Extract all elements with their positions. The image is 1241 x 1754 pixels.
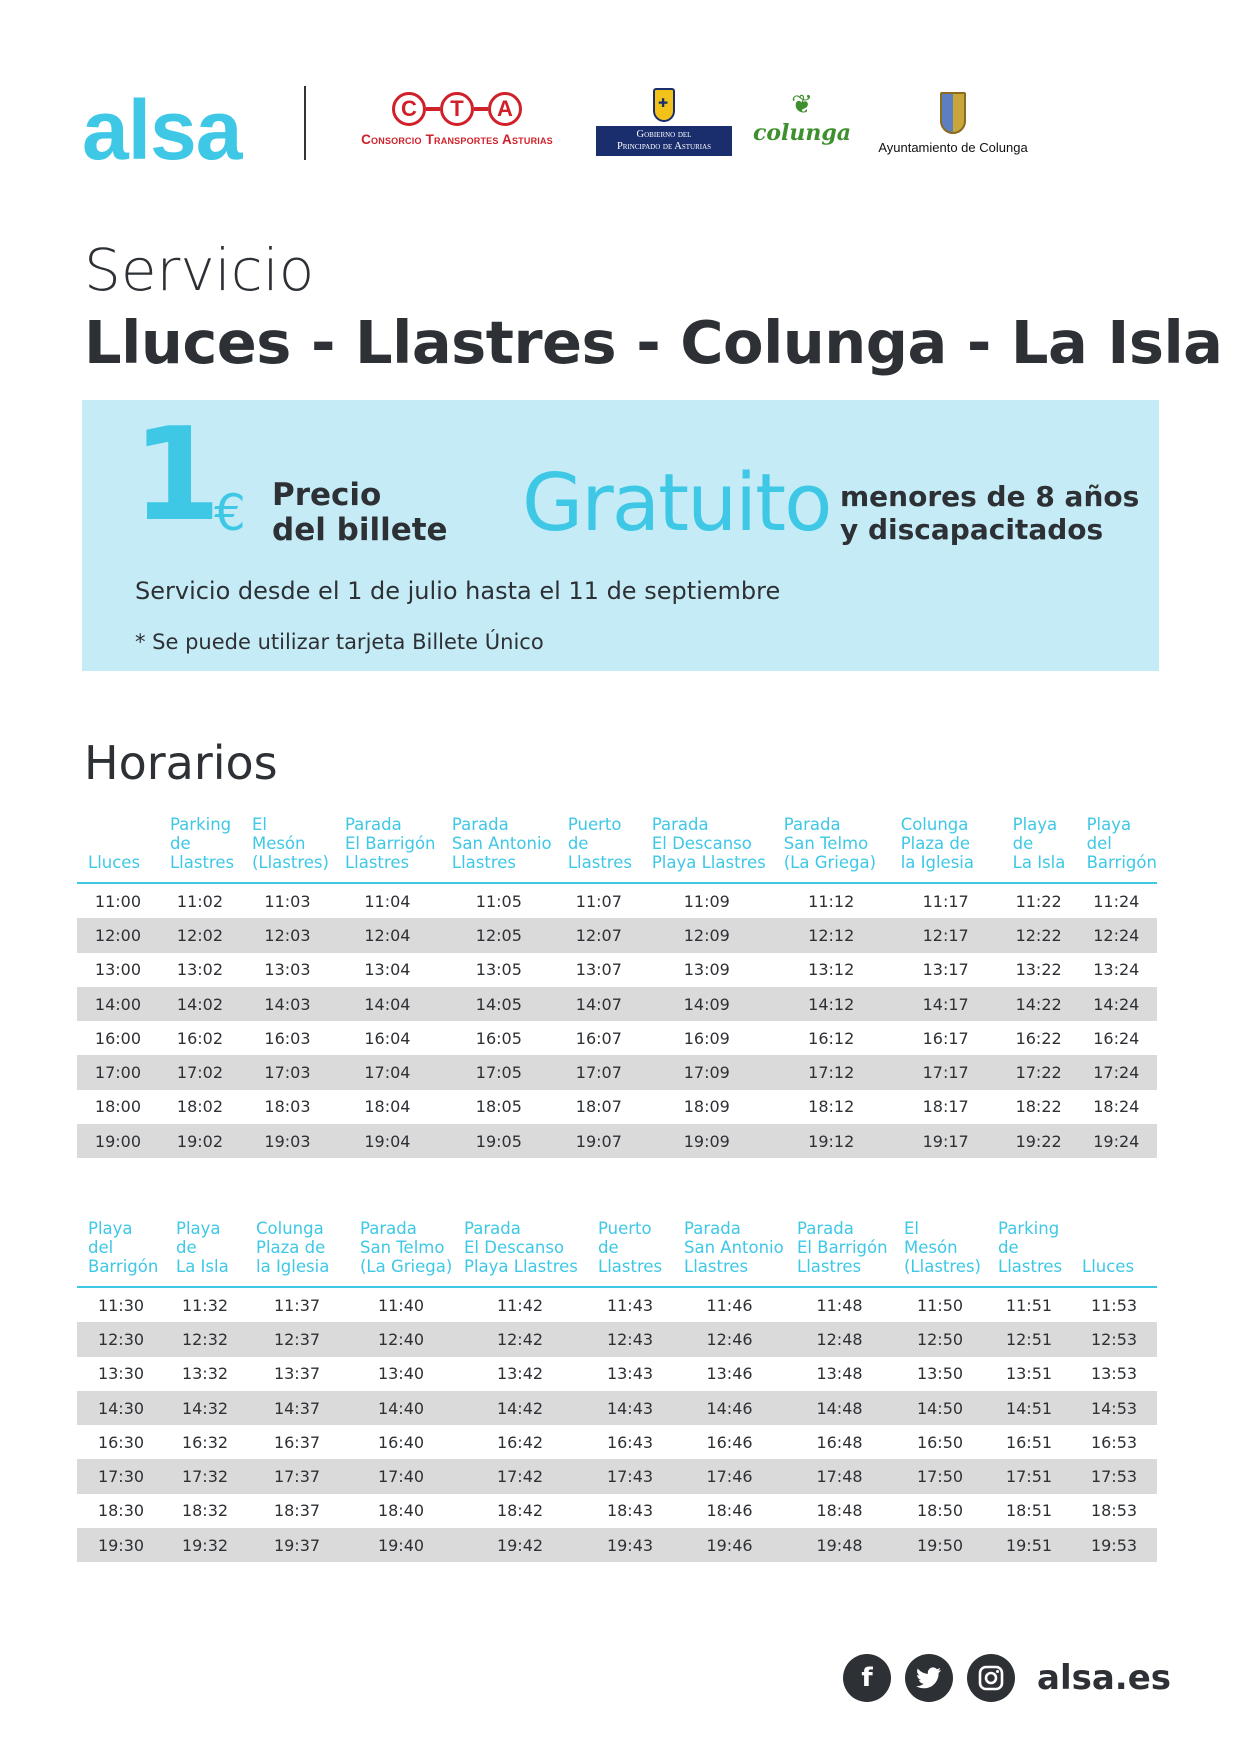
column-header: Colunga Plaza de la Iglesia [245, 1219, 349, 1287]
time-cell: 18:51 [1005, 1501, 1053, 1521]
column-header: Playa de La Isla [165, 1219, 245, 1287]
time-cell: 18:40 [377, 1501, 425, 1521]
column-header: Parada El Barrigón Llastres [786, 1219, 893, 1287]
column-header: Lluces [77, 815, 159, 883]
time-cell: 19:32 [165, 1528, 245, 1562]
table-row [77, 1357, 1157, 1391]
time-cell: 11:46 [706, 1295, 753, 1315]
time-cell: 17:32 [165, 1459, 245, 1493]
time-cell: 13:22 [1015, 960, 1062, 980]
time-cell: 12:40 [349, 1322, 453, 1356]
time-cell: 11:53 [1090, 1295, 1138, 1315]
time-cell: 14:30 [77, 1391, 165, 1425]
time-cell: 19:05 [441, 1124, 557, 1158]
colunga-logo [752, 92, 852, 146]
table-row [77, 953, 1157, 987]
time-cell: 11:04 [364, 891, 411, 911]
time-cell: 11:30 [97, 1295, 145, 1315]
time-cell: 13:24 [1093, 960, 1140, 980]
time-cell: 11:05 [475, 891, 522, 911]
return-schedule-table [77, 1219, 1157, 1562]
time-cell: 16:04 [364, 1028, 411, 1048]
time-cell: 14:43 [587, 1391, 673, 1425]
time-cell: 17:03 [241, 1055, 334, 1089]
time-cell: 13:07 [575, 960, 622, 980]
time-cell: 16:07 [575, 1028, 622, 1048]
time-cell: 14:00 [77, 987, 159, 1021]
time-cell: 14:17 [890, 987, 1002, 1021]
time-cell: 18:02 [176, 1097, 224, 1117]
time-cell: 18:05 [475, 1097, 522, 1117]
time-cell: 17:50 [893, 1459, 987, 1493]
time-cell: 17:12 [773, 1055, 890, 1089]
time-cell: 19:53 [1071, 1528, 1157, 1562]
time-cell: 13:30 [97, 1364, 145, 1384]
time-cell: 11:12 [808, 891, 855, 911]
time-cell: 17:40 [349, 1459, 453, 1493]
time-cell: 19:48 [786, 1528, 893, 1562]
time-cell: 16:24 [1093, 1028, 1140, 1048]
time-cell: 18:07 [575, 1097, 622, 1117]
colunga-shield-icon [940, 92, 966, 134]
table-row [77, 1090, 1157, 1124]
time-cell: 18:17 [922, 1097, 969, 1117]
time-cell: 11:43 [606, 1295, 654, 1315]
column-header: Parada San Telmo (La Griega) [773, 815, 890, 883]
table-row [77, 1459, 1157, 1493]
time-cell: 16:42 [496, 1432, 544, 1452]
service-dates: Servicio desde el 1 de julio hasta el 11 de septiembre [135, 577, 781, 605]
time-cell: 18:00 [94, 1097, 142, 1117]
column-header: Parada San Antonio Llastres [673, 1219, 786, 1287]
time-cell: 14:53 [1071, 1391, 1157, 1425]
time-cell: 13:50 [916, 1364, 964, 1384]
column-header: Playa del Barrigón [77, 1219, 165, 1287]
time-cell: 19:09 [641, 1124, 773, 1158]
time-cell: 19:50 [893, 1528, 987, 1562]
table-row [77, 1021, 1157, 1055]
free-desc-line1: menores de 8 años [840, 480, 1140, 513]
cta-letter-t: T [440, 92, 474, 126]
time-cell: 16:12 [808, 1028, 855, 1048]
time-cell: 11:40 [377, 1295, 425, 1315]
cta-logo [328, 92, 586, 147]
time-cell: 19:12 [773, 1124, 890, 1158]
time-cell: 17:53 [1071, 1459, 1157, 1493]
column-header: Parada San Telmo (La Griega) [349, 1219, 453, 1287]
website-link[interactable]: alsa.es [1037, 1658, 1171, 1698]
table-row [77, 1494, 1157, 1528]
time-cell: 13:17 [922, 960, 969, 980]
time-cell: 11:48 [816, 1295, 863, 1315]
table-row [77, 1391, 1157, 1425]
time-cell: 19:24 [1076, 1124, 1157, 1158]
time-cell: 13:05 [475, 960, 522, 980]
time-cell: 17:30 [77, 1459, 165, 1493]
time-cell: 16:40 [377, 1432, 425, 1452]
time-cell: 14:09 [641, 987, 773, 1021]
time-cell: 12:22 [1002, 918, 1076, 952]
time-cell: 11:51 [1005, 1295, 1053, 1315]
time-cell: 12:17 [890, 918, 1002, 952]
time-cell: 16:02 [176, 1028, 224, 1048]
time-cell: 11:50 [916, 1295, 964, 1315]
time-cell: 17:17 [890, 1055, 1002, 1089]
price-label [272, 478, 448, 548]
time-cell: 13:04 [364, 960, 411, 980]
time-cell: 14:50 [893, 1391, 987, 1425]
cta-name: Consorcio Transportes Asturias [361, 132, 553, 147]
time-cell: 17:02 [159, 1055, 241, 1089]
time-cell: 16:00 [94, 1028, 142, 1048]
column-header: Parada San Antonio Llastres [441, 815, 557, 883]
table-header-row [77, 815, 1157, 883]
time-cell: 12:04 [334, 918, 441, 952]
time-cell: 12:37 [245, 1322, 349, 1356]
time-cell: 16:43 [606, 1432, 654, 1452]
time-cell: 12:32 [165, 1322, 245, 1356]
time-cell: 12:48 [786, 1322, 893, 1356]
time-cell: 17:46 [673, 1459, 786, 1493]
time-cell: 18:46 [706, 1501, 753, 1521]
table-row [77, 1322, 1157, 1356]
time-cell: 18:24 [1093, 1097, 1140, 1117]
time-cell: 18:37 [273, 1501, 321, 1521]
column-header: El Mesón (Llastres) [893, 1219, 987, 1287]
time-cell: 16:32 [181, 1432, 229, 1452]
time-cell: 17:22 [1002, 1055, 1076, 1089]
time-cell: 19:00 [77, 1124, 159, 1158]
free-label: Gratuito [522, 457, 831, 549]
time-cell: 17:09 [641, 1055, 773, 1089]
column-header: Parking de Llastres [159, 815, 241, 883]
time-cell: 19:07 [557, 1124, 641, 1158]
time-cell: 16:03 [264, 1028, 311, 1048]
time-cell: 14:51 [987, 1391, 1071, 1425]
time-cell: 18:50 [916, 1501, 964, 1521]
cta-letter-c: C [392, 92, 426, 126]
time-cell: 13:32 [181, 1364, 229, 1384]
gov-name-line2: Principado de Asturias [616, 141, 712, 152]
time-cell: 18:03 [264, 1097, 311, 1117]
time-cell: 19:42 [453, 1528, 587, 1562]
horarios-heading: Horarios [84, 736, 278, 790]
time-cell: 13:48 [816, 1364, 863, 1384]
table-row [77, 883, 1157, 918]
time-cell: 16:30 [97, 1432, 145, 1452]
table-row [77, 1124, 1157, 1158]
time-cell: 12:05 [441, 918, 557, 952]
price-label-line2: del billete [272, 512, 448, 548]
table-row [77, 1055, 1157, 1089]
gobierno-asturias-logo [596, 88, 732, 156]
time-cell: 11:32 [181, 1295, 229, 1315]
time-cell: 19:03 [241, 1124, 334, 1158]
table-row [77, 1425, 1157, 1459]
colunga-leaf-icon: ❦ [791, 90, 813, 120]
time-cell: 13:00 [94, 960, 142, 980]
time-cell: 11:07 [575, 891, 622, 911]
time-cell: 16:05 [475, 1028, 522, 1048]
column-header: Puerto de Llastres [557, 815, 641, 883]
time-cell: 17:24 [1076, 1055, 1157, 1089]
column-header: Parada El Descanso Playa Llastres [453, 1219, 587, 1287]
table-row [77, 918, 1157, 952]
logo-divider [304, 86, 306, 160]
column-header: Playa del Barrigón [1076, 815, 1157, 883]
time-cell: 18:22 [1015, 1097, 1062, 1117]
twitter-icon[interactable] [905, 1654, 953, 1702]
time-cell: 18:48 [816, 1501, 863, 1521]
gov-name-line1: Gobierno del [636, 129, 692, 140]
table-header-row [77, 1219, 1157, 1287]
time-cell: 18:42 [496, 1501, 544, 1521]
column-header: Playa de La Isla [1002, 815, 1076, 883]
column-header: Parking de Llastres [987, 1219, 1071, 1287]
time-cell: 11:42 [496, 1295, 544, 1315]
time-cell: 13:40 [377, 1364, 425, 1384]
column-header: El Mesón (Llastres) [241, 815, 334, 883]
time-cell: 16:37 [273, 1432, 321, 1452]
time-cell: 19:43 [587, 1528, 673, 1562]
time-cell: 19:40 [349, 1528, 453, 1562]
time-cell: 13:42 [496, 1364, 544, 1384]
time-cell: 18:12 [808, 1097, 855, 1117]
time-cell: 17:42 [453, 1459, 587, 1493]
table-row [77, 1287, 1157, 1322]
time-cell: 14:03 [241, 987, 334, 1021]
time-cell: 16:22 [1015, 1028, 1062, 1048]
time-cell: 19:22 [1002, 1124, 1076, 1158]
time-cell: 11:00 [94, 891, 142, 911]
title-servicio: Servicio [84, 236, 315, 304]
table-row [77, 987, 1157, 1021]
card-note: * Se puede utilizar tarjeta Billete Único [135, 630, 544, 654]
time-cell: 12:46 [673, 1322, 786, 1356]
column-header: Lluces [1071, 1219, 1157, 1287]
time-cell: 16:17 [922, 1028, 969, 1048]
time-cell: 19:17 [890, 1124, 1002, 1158]
cta-letter-a: A [488, 92, 522, 126]
time-cell: 14:22 [1002, 987, 1076, 1021]
time-cell: 19:30 [77, 1528, 165, 1562]
price-amount: 1 [132, 401, 218, 550]
ayuntamiento-name: Ayuntamiento de Colunga [878, 140, 1028, 155]
time-cell: 12:42 [453, 1322, 587, 1356]
time-cell: 14:05 [441, 987, 557, 1021]
time-cell: 18:04 [364, 1097, 411, 1117]
time-cell: 18:30 [97, 1501, 145, 1521]
time-cell: 14:24 [1076, 987, 1157, 1021]
time-cell: 16:53 [1090, 1432, 1138, 1452]
time-cell: 12:24 [1076, 918, 1157, 952]
time-cell: 18:53 [1090, 1501, 1138, 1521]
price-label-line1: Precio [272, 477, 382, 513]
time-cell: 17:51 [987, 1459, 1071, 1493]
time-cell: 12:02 [159, 918, 241, 952]
time-cell: 12:07 [557, 918, 641, 952]
price-currency: € [214, 484, 246, 542]
time-cell: 11:02 [176, 891, 224, 911]
time-cell: 12:00 [77, 918, 159, 952]
time-cell: 13:46 [706, 1364, 753, 1384]
time-cell: 11:09 [683, 891, 730, 911]
time-cell: 16:48 [816, 1432, 863, 1452]
time-cell: 13:37 [273, 1364, 321, 1384]
time-cell: 11:37 [273, 1295, 321, 1315]
time-cell: 16:09 [683, 1028, 730, 1048]
time-cell: 19:02 [159, 1124, 241, 1158]
time-cell: 12:12 [773, 918, 890, 952]
footer-social [843, 1654, 1171, 1702]
time-cell: 12:30 [77, 1322, 165, 1356]
instagram-icon[interactable] [967, 1654, 1015, 1702]
time-cell: 14:40 [349, 1391, 453, 1425]
time-cell: 18:09 [683, 1097, 730, 1117]
time-cell: 11:22 [1015, 891, 1062, 911]
time-cell: 12:53 [1071, 1322, 1157, 1356]
column-header: Parada El Descanso Playa Llastres [641, 815, 773, 883]
time-cell: 17:07 [557, 1055, 641, 1089]
route-title: Lluces - Llastres - Colunga - La Isla [84, 308, 1223, 377]
time-cell: 18:43 [606, 1501, 654, 1521]
time-cell: 14:37 [245, 1391, 349, 1425]
table-row [77, 1528, 1157, 1562]
time-cell: 17:43 [587, 1459, 673, 1493]
time-cell: 14:12 [773, 987, 890, 1021]
time-cell: 14:02 [159, 987, 241, 1021]
time-cell: 12:09 [641, 918, 773, 952]
time-cell: 13:51 [1005, 1364, 1053, 1384]
time-cell: 12:03 [241, 918, 334, 952]
alsa-logo: alsa [82, 83, 242, 177]
time-cell: 14:42 [453, 1391, 587, 1425]
free-description [840, 480, 1139, 546]
time-cell: 17:37 [245, 1459, 349, 1493]
column-header: Parada El Barrigón Llastres [334, 815, 441, 883]
time-cell: 14:32 [165, 1391, 245, 1425]
ayuntamiento-logo [868, 92, 1038, 155]
time-cell: 16:46 [706, 1432, 753, 1452]
time-cell: 16:50 [916, 1432, 964, 1452]
time-cell: 18:32 [181, 1501, 229, 1521]
time-cell: 19:37 [245, 1528, 349, 1562]
column-header: Puerto de Llastres [587, 1219, 673, 1287]
colunga-logo-text: colunga [752, 120, 852, 146]
time-cell: 19:04 [334, 1124, 441, 1158]
time-cell: 17:48 [786, 1459, 893, 1493]
time-cell: 14:48 [786, 1391, 893, 1425]
time-cell: 19:51 [987, 1528, 1071, 1562]
time-cell: 14:46 [673, 1391, 786, 1425]
time-cell: 11:17 [922, 891, 969, 911]
time-cell: 11:24 [1093, 891, 1140, 911]
time-cell: 17:00 [77, 1055, 159, 1089]
time-cell: 19:46 [673, 1528, 786, 1562]
time-cell: 12:50 [893, 1322, 987, 1356]
column-header: Colunga Plaza de la Iglesia [890, 815, 1002, 883]
time-cell: 17:04 [334, 1055, 441, 1089]
outbound-schedule-table [77, 815, 1157, 1158]
time-cell: 12:51 [987, 1322, 1071, 1356]
time-cell: 14:04 [334, 987, 441, 1021]
asturias-shield-icon [653, 88, 675, 122]
time-cell: 13:09 [683, 960, 730, 980]
time-cell: 14:07 [557, 987, 641, 1021]
time-cell: 13:03 [264, 960, 311, 980]
time-cell: 13:53 [1090, 1364, 1138, 1384]
free-desc-line2: y discapacitados [840, 513, 1104, 546]
time-cell: 13:12 [808, 960, 855, 980]
time-cell: 17:05 [441, 1055, 557, 1089]
time-cell: 13:02 [176, 960, 224, 980]
time-cell: 16:51 [1005, 1432, 1053, 1452]
time-cell: 12:43 [587, 1322, 673, 1356]
facebook-icon[interactable]: f [843, 1654, 891, 1702]
time-cell: 11:03 [264, 891, 311, 911]
time-cell: 13:43 [606, 1364, 654, 1384]
